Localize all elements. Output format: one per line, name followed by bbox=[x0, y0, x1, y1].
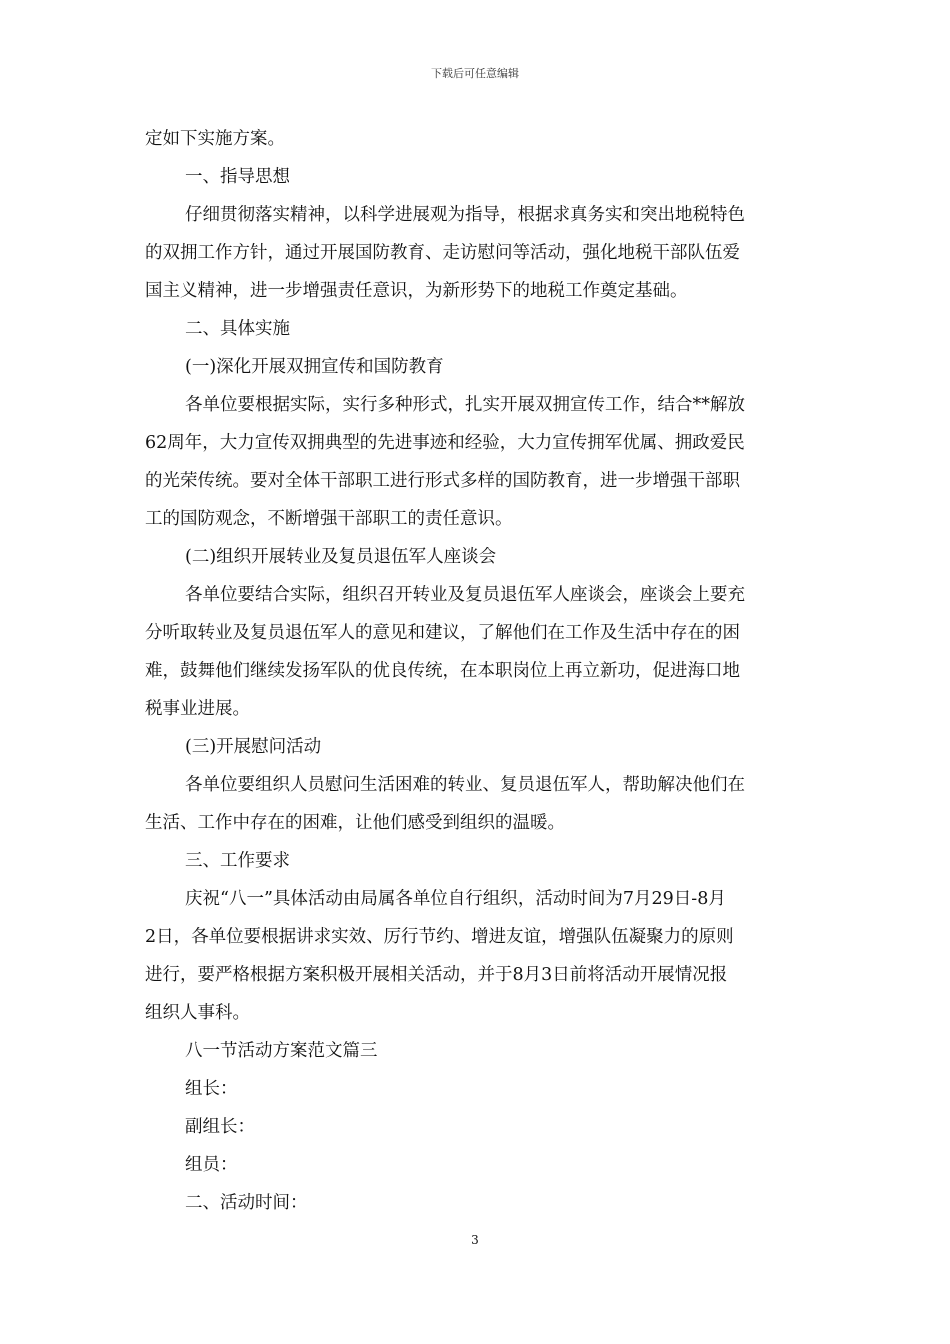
subsection-heading: (二)组织开展转业及复员退伍军人座谈会 bbox=[185, 547, 497, 567]
text-line: 定如下实施方案。 bbox=[145, 129, 285, 149]
text-line: 2日，各单位要根据讲求实效、厉行节约、增进友谊，增强队伍凝聚力的原则 bbox=[145, 927, 734, 947]
article-title: 八一节活动方案范文篇三 bbox=[185, 1041, 378, 1061]
text-line: 组织人事科。 bbox=[145, 1003, 250, 1023]
field-label-leader: 组长： bbox=[185, 1079, 238, 1099]
text-line: 各单位要组织人员慰问生活困难的转业、复员退伍军人，帮助解决他们在 bbox=[185, 775, 745, 795]
text-line: 62周年，大力宣传双拥典型的先进事迹和经验，大力宣传拥军优属、拥政爱民 bbox=[145, 433, 745, 453]
field-label-members: 组员： bbox=[185, 1155, 238, 1175]
text-line: 税事业进展。 bbox=[145, 699, 250, 719]
section-heading: 二、具体实施 bbox=[185, 319, 290, 339]
text-line: 进行，要严格根据方案积极开展相关活动，并于8月3日前将活动开展情况报 bbox=[145, 965, 728, 985]
text-line: 国主义精神，进一步增强责任意识，为新形势下的地税工作奠定基础。 bbox=[145, 281, 688, 301]
subsection-heading: (一)深化开展双拥宣传和国防教育 bbox=[185, 357, 444, 377]
section-heading: 一、指导思想 bbox=[185, 167, 290, 187]
text-line: 各单位要结合实际，组织召开转业及复员退伍军人座谈会，座谈会上要充 bbox=[185, 585, 745, 605]
text-line: 难，鼓舞他们继续发扬军队的优良传统，在本职岗位上再立新功，促进海口地 bbox=[145, 661, 740, 681]
document-body bbox=[145, 120, 810, 1222]
text-line: 仔细贯彻落实精神，以科学进展观为指导，根据求真务实和突出地税特色 bbox=[185, 205, 745, 225]
text-line: 工的国防观念，不断增强干部职工的责任意识。 bbox=[145, 509, 513, 529]
section-heading: 三、工作要求 bbox=[185, 851, 290, 871]
page-number: 3 bbox=[471, 1233, 479, 1247]
subsection-heading: (三)开展慰问活动 bbox=[185, 737, 322, 757]
text-line: 庆祝“八一”具体活动由局属各单位自行组织，活动时间为7月29日-8月 bbox=[185, 889, 726, 909]
field-label-deputy-leader: 副组长： bbox=[185, 1117, 255, 1137]
text-line: 的光荣传统。要对全体干部职工进行形式多样的国防教育，进一步增强干部职 bbox=[145, 471, 740, 491]
page-header: 下载后可任意编辑 bbox=[431, 67, 519, 80]
text-line: 的双拥工作方针，通过开展国防教育、走访慰问等活动，强化地税干部队伍爱 bbox=[145, 243, 740, 263]
section-heading: 二、活动时间： bbox=[185, 1193, 308, 1213]
text-line: 各单位要根据实际，实行多种形式，扎实开展双拥宣传工作，结合**解放 bbox=[185, 395, 745, 415]
text-line: 生活、工作中存在的困难，让他们感受到组织的温暖。 bbox=[145, 813, 565, 833]
text-line: 分听取转业及复员退伍军人的意见和建议，了解他们在工作及生活中存在的困 bbox=[145, 623, 740, 643]
